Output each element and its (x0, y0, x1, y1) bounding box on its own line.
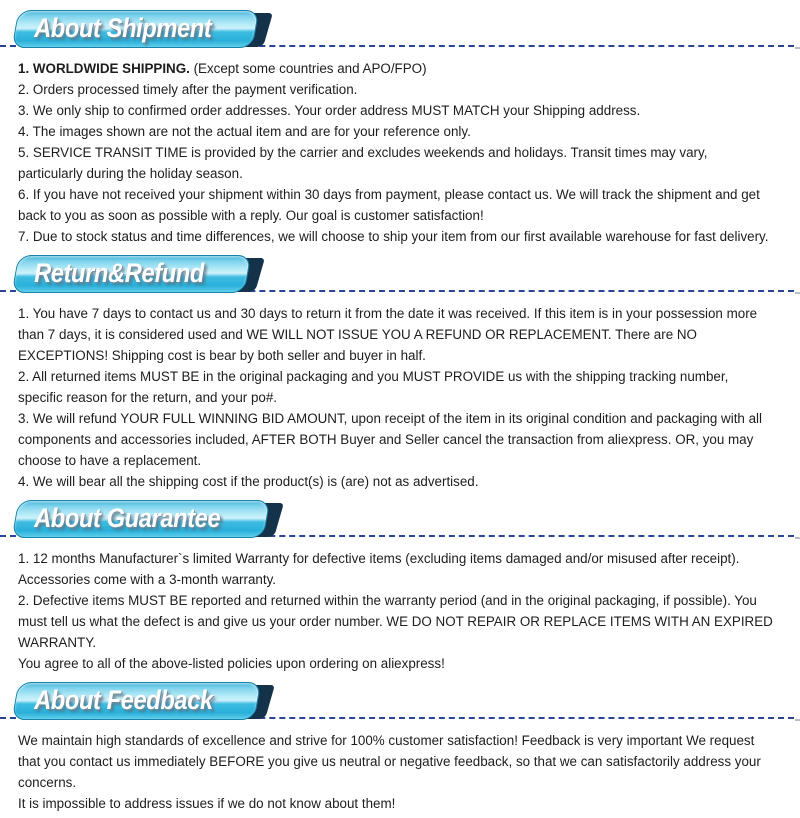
policy-paragraph: You agree to all of the above-listed policies upon ordering on aliexpress! (18, 656, 445, 671)
policy-section (0, 682, 800, 818)
section-title: About Guarantee (34, 502, 221, 533)
policy-paragraph: We maintain high standards of excellence and strive for 100% customer satisfaction! Feedback is very important We request that you contact us immediately BEFORE you give us neutral or negative feedback, so that we can satisfactorily address your concerns. (18, 733, 761, 790)
policy-paragraph: 2. Defective items MUST BE reported and returned within the warranty period (and in the original packaging, if possible). You must tell us what the defect is and give us your order number. WE DO NOT REPAIR OR REPLACE ITEMS WITH AN EXPIRED WARRANTY. (18, 593, 773, 650)
section-title-ribbon (15, 500, 267, 540)
policy-paragraph: 1. You have 7 days to contact us and 30 days to return it from the date it was received. If this item is in your possession more than 7 days, it is considered used and WE WILL NOT ISSUE YOU A REFUND OR REPLACEMENT. There are NO EXCEPTIONS! Shipping cost is bear by both seller and buyer in half. (18, 306, 758, 363)
section-title-pill (12, 500, 270, 538)
policy-paragraph: 2. Orders processed timely after the payment verification. (18, 82, 358, 97)
policy-section (0, 500, 800, 678)
section-body (0, 56, 800, 251)
section-body (0, 546, 800, 678)
section-banner (0, 500, 800, 540)
policy-paragraph: 4. We will bear all the shipping cost if the product(s) is (are) not as advertised. (18, 474, 479, 489)
section-banner (0, 682, 800, 722)
section-title-ribbon (15, 255, 248, 295)
section-body (0, 728, 800, 818)
policy-paragraph: 3. We only ship to confirmed order addresses. Your order address MUST MATCH your Shipping address. (18, 103, 641, 118)
policy-paragraph: 6. If you have not received your shipment within 30 days from payment, please contact us. We will track the shipment and get back to you as soon as possible with a reply. Our goal is customer satisfaction! (18, 187, 760, 223)
policy-paragraph-bold-lead: 1. WORLDWIDE SHIPPING. (18, 61, 190, 76)
section-title-pill (12, 682, 262, 720)
policy-paragraph: 2. All returned items MUST BE in the original packaging and you MUST PROVIDE us with the shipping tracking number, specific reason for the return, and your po#. (18, 369, 729, 405)
section-title: About Shipment (34, 12, 212, 43)
section-banner (0, 255, 800, 295)
policy-paragraph: It is impossible to address issues if we do not know about them! (18, 796, 396, 811)
section-title-ribbon (15, 10, 256, 50)
section-title-ribbon (15, 682, 258, 722)
policy-section (0, 255, 800, 496)
policy-paragraph: 1. 12 months Manufacturer`s limited Warranty for defective items (excluding items damaged and/or misused after receipt). Accessories come with a 3-month warranty. (18, 551, 740, 587)
policy-section (0, 10, 800, 251)
policy-paragraph: 4. The images shown are not the actual item and are for your reference only. (18, 124, 471, 139)
section-title-pill (12, 255, 252, 293)
section-title: Return&Refund (34, 257, 205, 288)
section-title: About Feedback (34, 684, 213, 715)
policy-paragraph: 5. SERVICE TRANSIT TIME is provided by the carrier and excludes weekends and holidays. Transit times may vary, particularly during the holiday season. (18, 145, 708, 181)
policy-paragraph: 3. We will refund YOUR FULL WINNING BID AMOUNT, upon receipt of the item in its original condition and packaging with all components and accessories included, AFTER BOTH Buyer and Seller cancel the transaction from aliexpress. OR, you may choose to have a replacement. (18, 411, 762, 468)
policy-paragraph: 1. WORLDWIDE SHIPPING. (Except some countries and APO/FPO) (18, 61, 427, 76)
section-body (0, 301, 800, 496)
section-title-pill (12, 10, 260, 48)
policy-paragraph: 7. Due to stock status and time differences, we will choose to ship your item from our first available warehouse for fast delivery. (18, 229, 769, 244)
section-banner (0, 10, 800, 50)
